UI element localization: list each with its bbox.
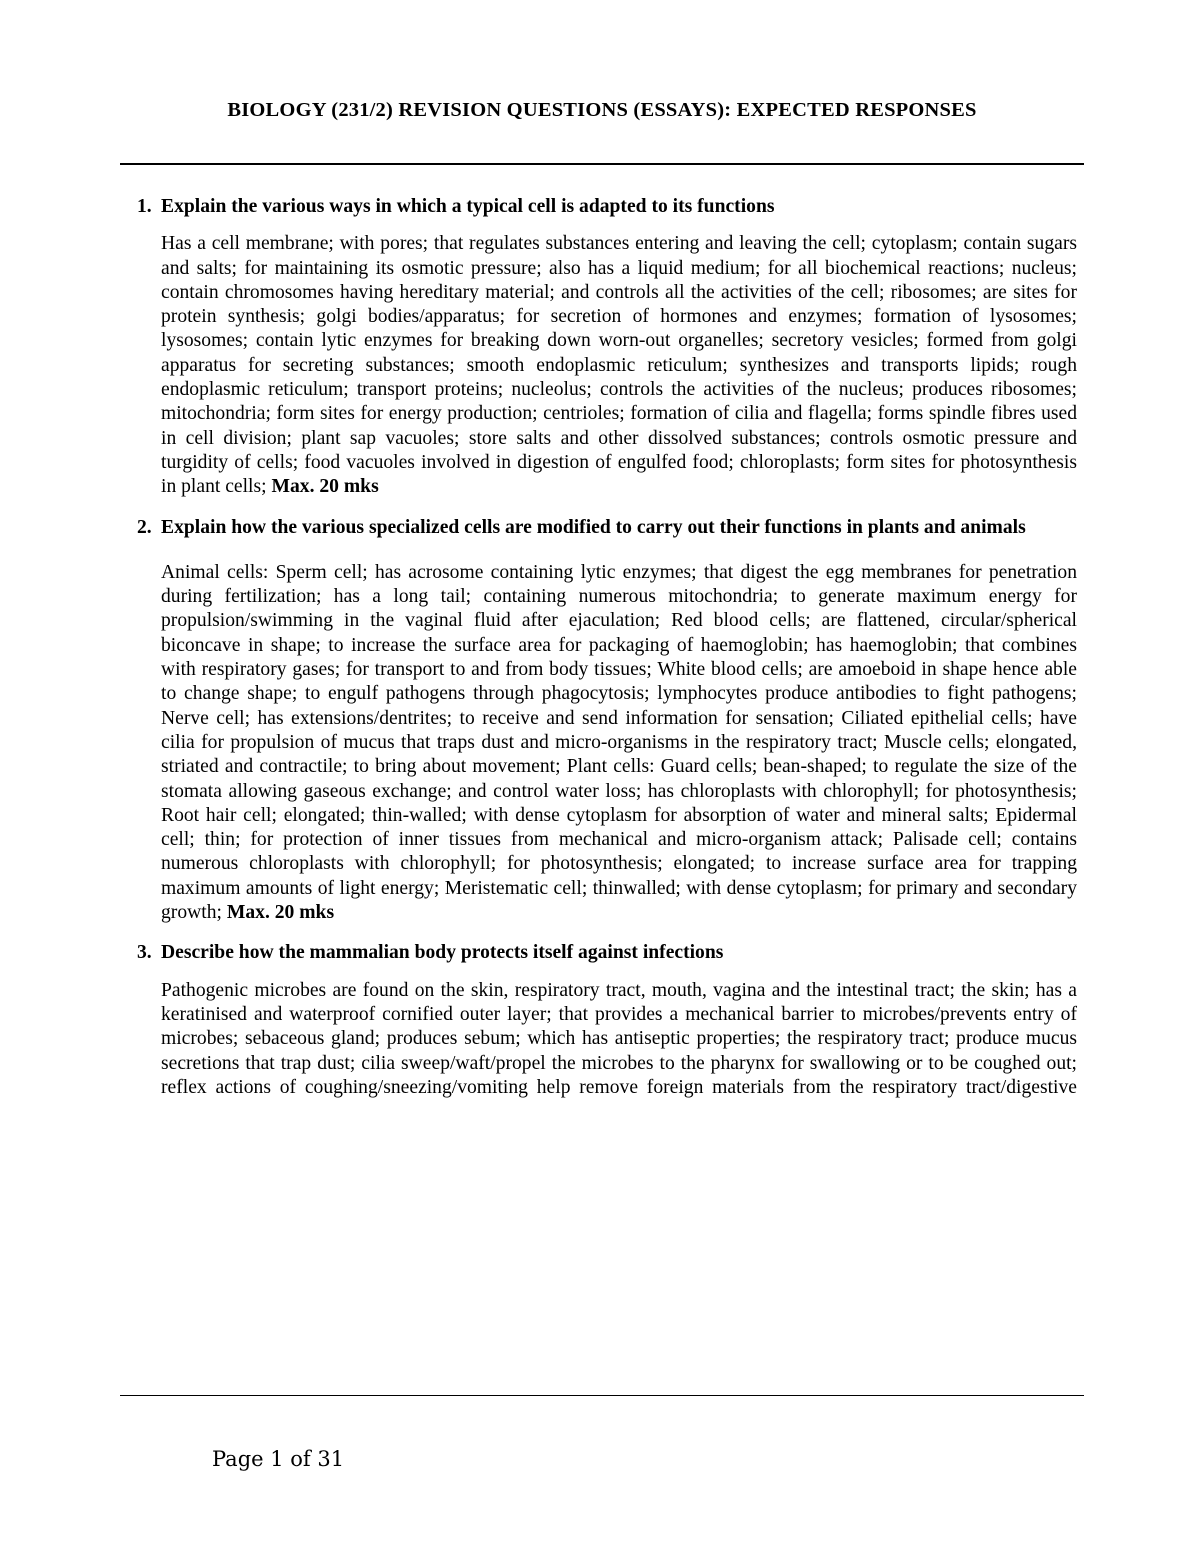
- question-2-heading: [137, 516, 1077, 540]
- question-3-answer-text: Pathogenic microbes are found on the skin, respiratory tract, mouth, vagina and the intestinal tract; the skin; has a keratinised and waterproof cornified outer layer; that provides a mechanical barrier to microbes/prevents entry of microbes; sebaceous gland; produces sebum; which has antiseptic properties; the respiratory tract; produce mucus secretions that trap dust; cilia sweep/waft/propel the microbes to the pharynx for swallowing or to be coughed out; reflex actions of coughing/sneezing/vomiting help remove foreign materials from the respiratory tract/digestive: [161, 979, 1077, 1098]
- question-1-marks: Max. 20 mks: [271, 476, 379, 498]
- question-2: [137, 516, 1077, 926]
- question-1-answer-text: Has a cell membrane; with pores; that regulates substances entering and leaving the cell; cytoplasm; contain sugars and salts; for maintaining its osmotic pressure; also has a liquid medium; for all biochemical reactions; nucleus; contain chromosomes having hereditary material; and controls all the activities of the cell; ribosomes; are sites for protein synthesis; golgi bodies/apparatus; for secretion of hormones and enzymes; formation of lysosomes; lysosomes; contain lytic enzymes for breaking down worn-out organelles; secretory vesicles; formed from golgi apparatus for secreting substances; smooth endoplasmic reticulum; synthesizes and transports lipids; rough endoplasmic reticulum; transport proteins; nucleolus; controls the activities of the nucleus; produces ribosomes; mitochondria; form sites for energy production; centrioles; formation of cilia and flagella; forms spindle fibres used in cell division; plant sap vacuoles; store salts and other dissolved substances; controls osmotic pressure and turgidity of cells; food vacuoles involved in digestion of engulfed food; chloroplasts; form sites for photosynthesis in plant cells;: [161, 233, 1077, 498]
- question-3-number: 3.: [137, 942, 152, 964]
- question-3-answer: [161, 979, 1077, 1100]
- question-1-heading: [137, 195, 1077, 219]
- question-3-text: Describe how the mammalian body protects itself against infections: [161, 942, 724, 964]
- question-3: [137, 941, 1077, 1100]
- question-1-number: 1.: [137, 196, 152, 217]
- question-2-number: 2.: [137, 516, 152, 538]
- question-3-heading: [137, 941, 1077, 965]
- question-1-text: Explain the various ways in which a typical cell is adapted to its functions: [161, 196, 775, 217]
- question-2-answer: [161, 561, 1077, 925]
- question-2-marks: Max. 20 mks: [226, 902, 335, 924]
- question-1-answer: [161, 232, 1077, 499]
- header-rule: [120, 163, 1084, 165]
- question-2-answer-text: Animal cells: Sperm cell; has acrosome containing lytic enzymes; that digest the egg membranes for penetration during fertilization; has a long tail; containing numerous mitochondria; to generate maximum energy for propulsion/swimming in the vaginal fluid after ejaculation; Red blood cells; are flattened, circular/spherical biconcave in shape; to increase the surface area for packaging of haemoglobin; has haemoglobin; that combines with respiratory gases; for transport to and from body tissues; White blood cells; are amoeboid in shape hence able to change shape; to engulf pathogens through phagocytosis; lymphocytes produce antibodies to fight pathogens; Nerve cell; has extensions/dentrites; to receive and send information for sensation; Ciliated epithelial cells; have cilia for propulsion of mucus that traps dust and micro-organisms in the respiratory tract; Muscle cells; elongated, striated and contractile; to bring about movement; Plant cells: Guard cells; bean-shaped; to regulate the size of the stomata allowing gaseous exchange; and control water loss; has chloroplasts with chlorophyll; for photosynthesis; Root hair cell; elongated; thin-walled; with dense cytoplasm for absorption of water and mineral salts; Epidermal cell; thin; for protection of inner tissues from mechanical and micro-organism attack; Palisade cell; contains numerous chloroplasts with chlorophyll; for photosynthesis; elongated; to increase surface area for trapping maximum amounts of light energy; Meristematic cell; thinwalled; with dense cytoplasm; for primary and secondary growth;: [161, 561, 1077, 924]
- question-1: [137, 195, 1077, 500]
- footer-rule: [120, 1395, 1084, 1396]
- page-number: Page 1 of 31: [212, 1447, 345, 1471]
- document-title: BIOLOGY (231/2) REVISION QUESTIONS (ESSAYS): EXPECTED RESPONSES: [227, 99, 977, 121]
- document-body: [137, 195, 1077, 1100]
- question-2-text: Explain how the various specialized cells are modified to carry out their functions in plants and animals: [161, 516, 1026, 538]
